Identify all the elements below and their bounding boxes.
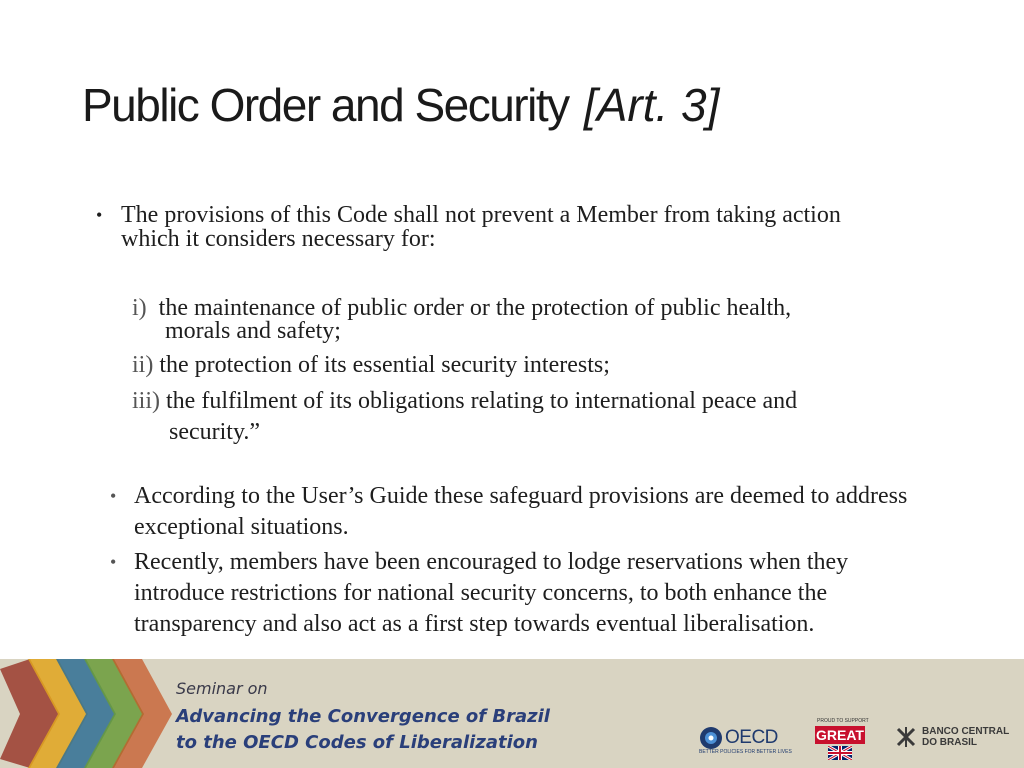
subitem-text: the maintenance of public order or the protection of public health,	[158, 295, 792, 321]
oecd-wordmark: OECD	[725, 727, 778, 748]
great-wordmark: GREAT	[816, 727, 864, 743]
bullet-dot: •	[110, 486, 117, 506]
subitem-1	[132, 296, 791, 320]
union-flag-icon	[828, 746, 852, 760]
footer-title-line1: Advancing the Convergence of Brazil	[176, 706, 550, 727]
bullet-intro-text: The provisions of this Code shall not prevent a Member from taking action which it considers necessary for:	[121, 202, 841, 252]
oecd-tagline: BETTER POLICIES FOR BETTER LIVES	[699, 749, 792, 755]
footer-seminar-label: Seminar on	[176, 679, 268, 698]
banco-central-emblem-icon	[894, 725, 918, 749]
banco-central-logo	[894, 725, 1010, 755]
subitem-3-continuation	[169, 420, 260, 444]
subitem-text: the fulfilment of its obligations relating to international peace and	[166, 388, 798, 414]
footer-title-line2: to the OECD Codes of Liberalization	[176, 732, 538, 753]
decorative-ribbon-graphic	[0, 659, 180, 768]
footer-banner	[0, 659, 1024, 768]
slide-title	[82, 78, 719, 132]
bullet-text: According to the User’s Guide these safeguard provisions are deemed to address exceptional situations.	[134, 483, 908, 540]
bullet-intro	[96, 203, 896, 251]
oecd-globe-icon	[699, 726, 723, 750]
oecd-logo	[699, 723, 792, 757]
subitem-number: i)	[132, 295, 147, 321]
great-logo	[815, 718, 867, 760]
subitem-text-cont: security.”	[169, 419, 261, 445]
subitem-number: ii)	[132, 352, 154, 378]
title-article-ref: [Art. 3]	[583, 79, 720, 131]
subitem-text: the protection of its essential security interests;	[159, 352, 610, 378]
subitem-text-cont: morals and safety;	[165, 318, 341, 344]
bullet-users-guide	[110, 481, 930, 543]
title-text: Public Order and Security	[82, 79, 569, 131]
subitem-1-continuation	[165, 319, 341, 343]
bcb-line2: DO BRASIL	[922, 737, 977, 748]
bullet-dot: •	[110, 552, 117, 572]
subitem-2	[132, 353, 610, 377]
bullet-text: Recently, members have been encouraged to lodge reservations when they introduce restrictions for national security concerns, to both enhance the transparency and also act as a first step towards eventual liberalisation.	[134, 549, 849, 637]
great-tagline: PROUD TO SUPPORT	[817, 718, 869, 724]
subitem-3	[132, 389, 797, 413]
bullet-reservations	[110, 547, 930, 640]
subitem-number: iii)	[132, 388, 160, 414]
bullet-dot: •	[96, 205, 103, 225]
bcb-line1: BANCO CENTRAL	[922, 726, 1010, 737]
banco-central-wordmark	[922, 726, 1009, 748]
